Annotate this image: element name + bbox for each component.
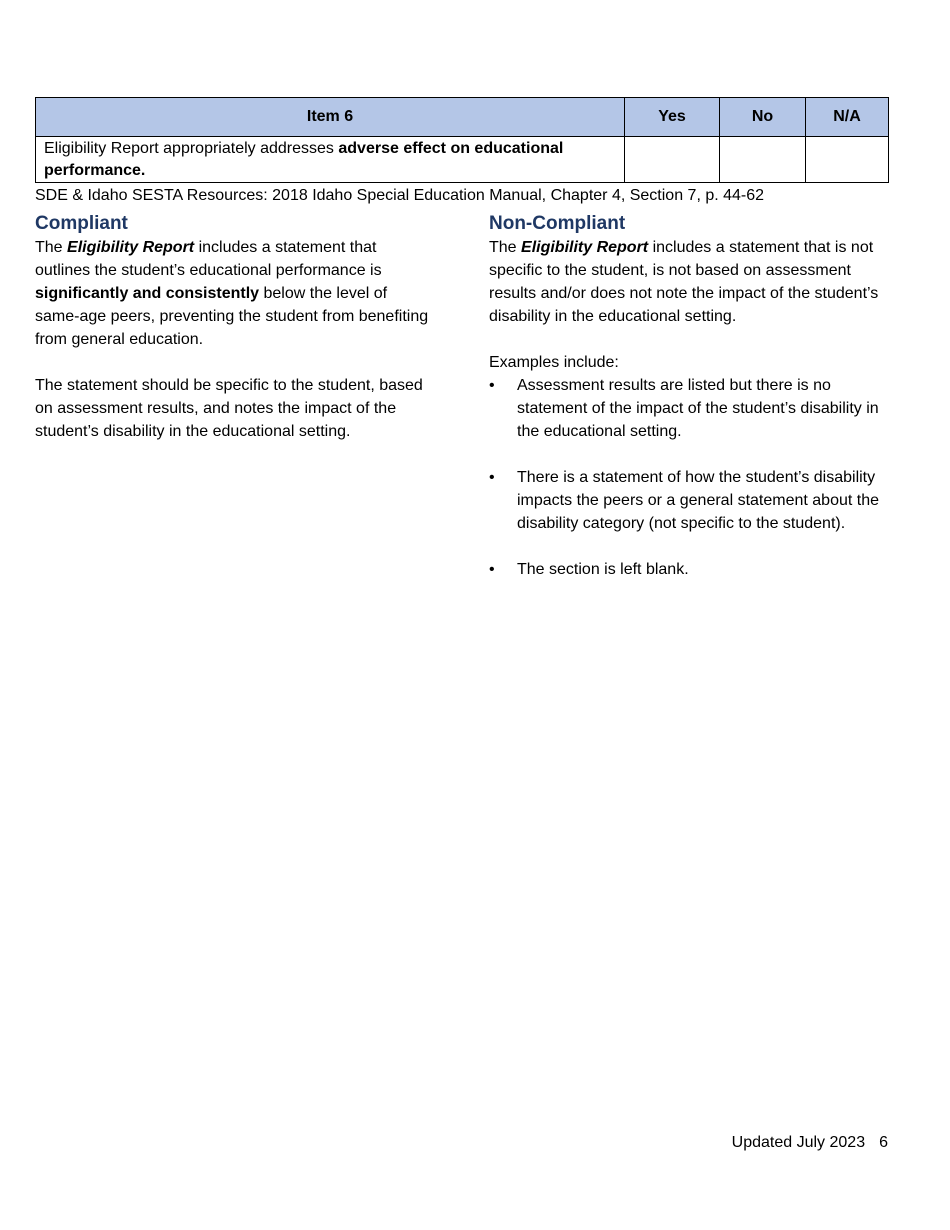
compliant-section xyxy=(35,212,435,443)
page-footer xyxy=(732,1132,888,1154)
item-description: Eligibility Report appropriately addresses adverse effect on educational performance. xyxy=(36,137,625,183)
header-item: Item 6 xyxy=(36,98,625,137)
examples-intro: Examples include: xyxy=(489,354,619,371)
updated-date: Updated July 2023 xyxy=(731,1134,866,1151)
list-item: • Assessment results are listed but there is no statement of the impact of the student’s disability in the educational setting. xyxy=(489,374,889,443)
non-compliant-section xyxy=(489,212,889,604)
bullet-icon: • xyxy=(489,377,495,394)
header-na: N/A xyxy=(806,98,889,137)
no-cell[interactable] xyxy=(720,137,806,183)
checklist-table xyxy=(35,97,889,183)
bullet-icon: • xyxy=(489,469,495,486)
examples-list xyxy=(489,374,889,581)
page-number: 6 xyxy=(879,1134,888,1151)
non-compliant-description: The Eligibility Report includes a statement that is not specific to the student, is not based on assessment results and/or does not note the impact of the student’s disability in the educational setting. xyxy=(489,239,879,325)
yes-cell[interactable] xyxy=(625,137,720,183)
table-header-row xyxy=(36,98,889,137)
item-emphasis: adverse effect on educational performance. xyxy=(44,140,564,179)
list-item: • The section is left blank. xyxy=(489,558,889,581)
bullet-icon: • xyxy=(489,561,495,578)
citation: SDE & Idaho SESTA Resources: 2018 Idaho Special Education Manual, Chapter 4, Section 7, p. 44-62 xyxy=(35,187,765,204)
table-row xyxy=(36,137,889,183)
compliant-note: The statement should be specific to the student, based on assessment results, and notes the impact of the student’s disability in the educational setting. xyxy=(35,377,423,440)
emphasis: significantly and consistently xyxy=(35,285,260,302)
header-yes: Yes xyxy=(625,98,720,137)
document-name: Eligibility Report xyxy=(521,239,649,256)
na-cell[interactable] xyxy=(806,137,889,183)
list-item: • There is a statement of how the student’s disability impacts the peers or a general statement about the disability category (not specific to the student). xyxy=(489,466,889,535)
non-compliant-heading: Non-Compliant xyxy=(489,213,626,234)
compliant-heading: Compliant xyxy=(35,213,128,234)
compliant-description: The Eligibility Report includes a statement that outlines the student’s educational performance is significantly and consistently below the level of same-age peers, preventing the student from benefiting from general education. xyxy=(35,239,429,348)
document-name: Eligibility Report xyxy=(67,239,195,256)
header-no: No xyxy=(720,98,806,137)
